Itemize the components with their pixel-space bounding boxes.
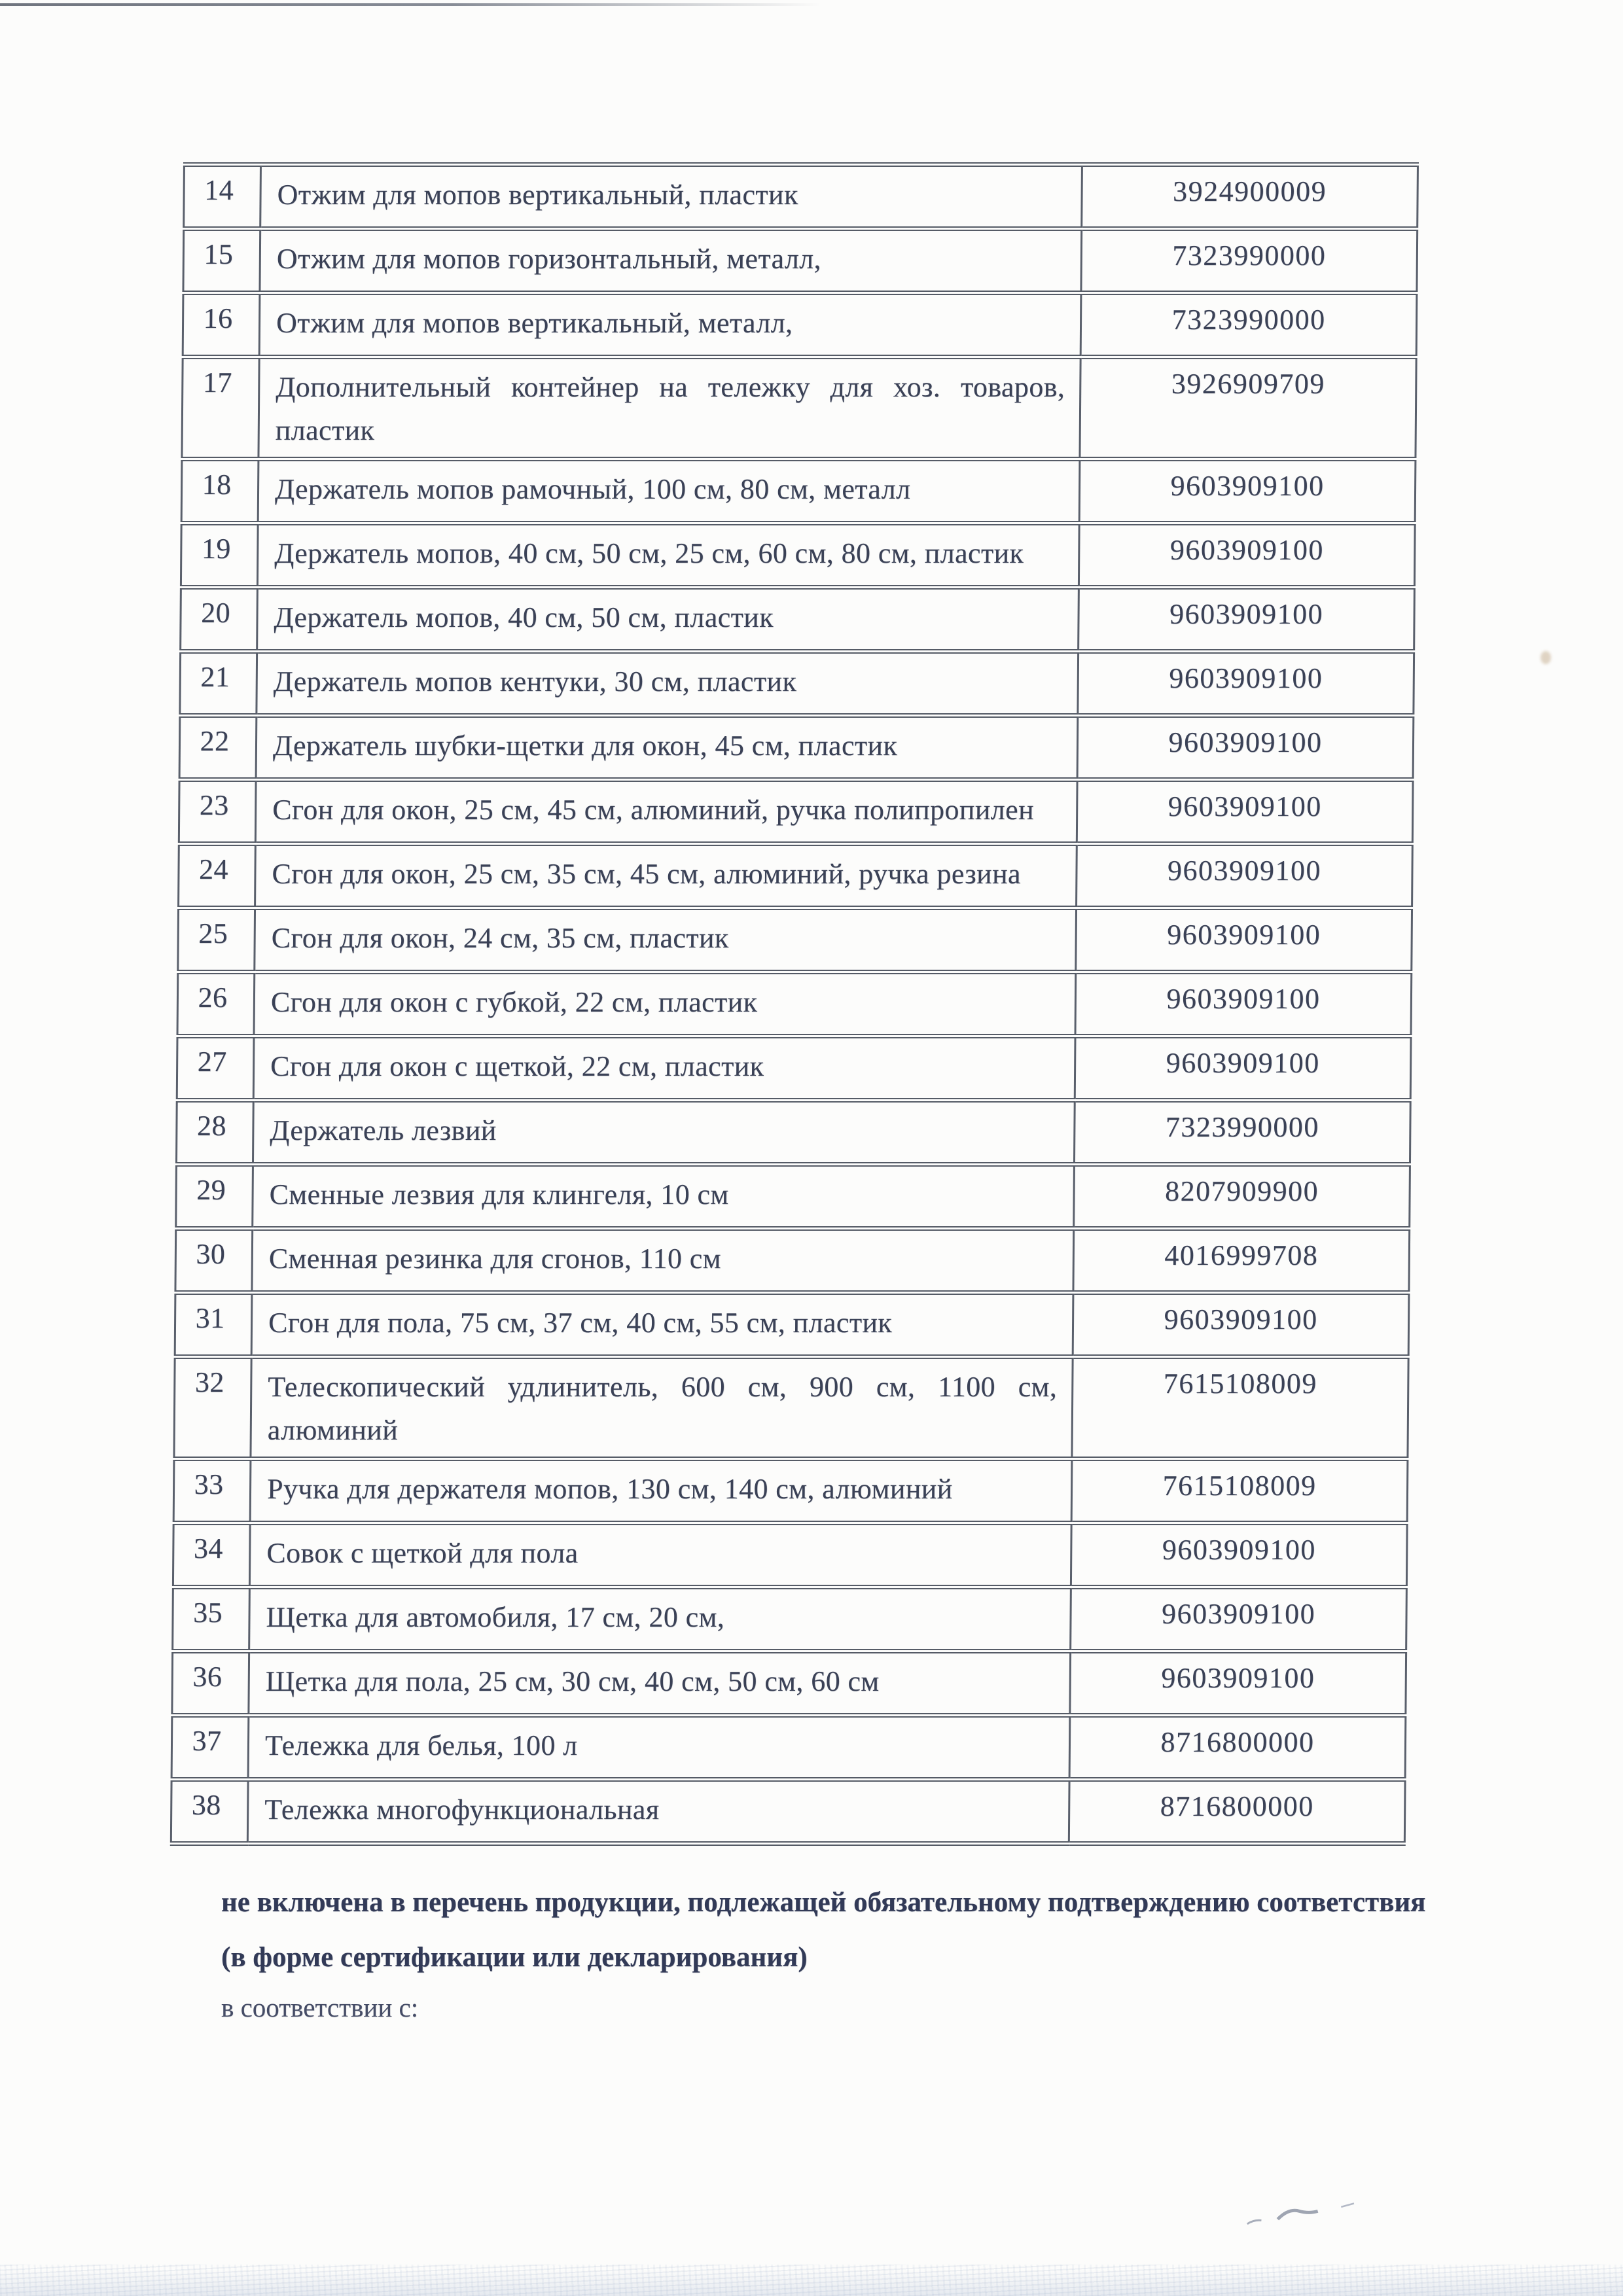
item-description-cell: Держатель мопов рамочный, 100 см, 80 см, металл: [258, 459, 1080, 523]
table-row: [182, 357, 1416, 459]
table-row: [175, 1229, 1410, 1293]
row-number-cell: 16: [183, 293, 260, 357]
row-number-cell: 33: [173, 1459, 251, 1523]
code-cell: 9603909100: [1079, 523, 1415, 588]
row-number-cell: 15: [183, 229, 260, 293]
table-row: [171, 1716, 1406, 1780]
table-row: [183, 229, 1418, 293]
row-number-cell: 20: [181, 588, 258, 652]
item-description-cell: Держатель мопов кентуки, 30 см, пластик: [257, 652, 1079, 716]
code-cell: 8716800000: [1069, 1780, 1405, 1844]
scan-speck: [1541, 651, 1551, 664]
footer-note: [221, 1875, 1468, 2023]
row-number-cell: 34: [173, 1523, 250, 1587]
row-number-cell: 14: [184, 165, 261, 229]
table-row: [173, 1523, 1407, 1587]
row-number-cell: 27: [177, 1036, 254, 1101]
item-description-cell: Держатель мопов, 40 см, 50 см, 25 см, 60 см, 80 см, пластик: [257, 523, 1079, 588]
table-row: [174, 1357, 1408, 1459]
code-cell: 9603909100: [1077, 844, 1413, 908]
code-cell: 9603909100: [1077, 716, 1414, 780]
item-description-cell: Держатель шубки-щетки для окон, 45 см, пластик: [256, 716, 1078, 780]
code-cell: 3926909709: [1080, 357, 1416, 459]
table-row: [173, 1587, 1407, 1651]
code-cell: 9603909100: [1073, 1293, 1409, 1357]
code-cell: 9603909100: [1070, 1651, 1406, 1716]
row-number-cell: 26: [177, 972, 255, 1036]
row-number-cell: 18: [181, 459, 259, 523]
code-cell: 9603909100: [1075, 972, 1412, 1036]
code-cell: 9603909100: [1071, 1523, 1407, 1587]
item-description-cell: Сгон для окон, 25 см, 45 см, алюминий, ручка полипропилен: [255, 780, 1077, 844]
table-row: [171, 1780, 1405, 1844]
row-number-cell: 23: [179, 780, 256, 844]
item-description-cell: Отжим для мопов вертикальный, металл,: [259, 293, 1081, 357]
table-row: [178, 908, 1412, 972]
table-row: [183, 293, 1417, 357]
code-cell: 8207909900: [1074, 1165, 1410, 1229]
code-cell: 9603909100: [1071, 1587, 1407, 1651]
row-number-cell: 19: [181, 523, 258, 588]
row-number-cell: 37: [171, 1716, 249, 1780]
row-number-cell: 25: [178, 908, 255, 972]
table-row: [181, 523, 1415, 588]
row-number-cell: 32: [174, 1357, 251, 1459]
scan-edge-line: [0, 3, 821, 6]
item-description-cell: Дополнительный контейнер на тележку для хоз. товаров, пластик: [259, 357, 1080, 459]
item-description-cell: Сгон для окон, 24 см, 35 см, пластик: [255, 908, 1077, 972]
row-number-cell: 35: [173, 1587, 250, 1651]
table-row: [180, 652, 1414, 716]
table-row: [179, 716, 1414, 780]
footer-bold-statement: не включена в перечень продукции, подлежащей обязательному подтверждению соответствия (в форме сертификации или декларирования): [221, 1887, 1426, 1973]
items-table-wrapper: [170, 162, 1419, 1846]
code-cell: 7615108009: [1071, 1459, 1408, 1523]
items-table: [170, 162, 1419, 1846]
item-description-cell: Отжим для мопов вертикальный, пластик: [260, 165, 1082, 229]
row-number-cell: 38: [171, 1780, 248, 1844]
code-cell: 7615108009: [1072, 1357, 1408, 1459]
item-description-cell: Ручка для держателя мопов, 130 см, 140 см, алюминий: [250, 1459, 1072, 1523]
table-row: [176, 1165, 1410, 1229]
pencil-mark: [1242, 2189, 1382, 2240]
row-number-cell: 22: [179, 716, 257, 780]
item-description-cell: Сгон для окон с щеткой, 22 см, пластик: [253, 1036, 1075, 1101]
item-description-cell: Держатель лезвий: [253, 1101, 1075, 1165]
item-description-cell: Сгон для окон с губкой, 22 см, пластик: [254, 972, 1076, 1036]
code-cell: 9603909100: [1077, 780, 1413, 844]
item-description-cell: Телескопический удлинитель, 600 см, 900 см, 1100 см, алюминий: [251, 1357, 1073, 1459]
code-cell: 3924900009: [1082, 165, 1418, 229]
table-row: [181, 459, 1416, 523]
item-description-cell: Сменная резинка для сгонов, 110 см: [252, 1229, 1074, 1293]
code-cell: 7323990000: [1074, 1101, 1410, 1165]
row-number-cell: 28: [176, 1101, 253, 1165]
table-row: [177, 972, 1412, 1036]
table-row: [179, 780, 1413, 844]
item-description-cell: Тележка многофункциональная: [247, 1780, 1069, 1844]
code-cell: 7323990000: [1081, 229, 1418, 293]
footer-regular-line: в соответствии с:: [221, 1992, 419, 2022]
item-description-cell: Отжим для мопов горизонтальный, металл,: [260, 229, 1082, 293]
row-number-cell: 24: [179, 844, 256, 908]
code-cell: 7323990000: [1080, 293, 1417, 357]
table-row: [176, 1101, 1410, 1165]
code-cell: 9603909100: [1075, 1036, 1411, 1101]
code-cell: 9603909100: [1079, 588, 1415, 652]
table-row: [179, 844, 1413, 908]
code-cell: 9603909100: [1076, 908, 1412, 972]
item-description-cell: Сгон для пола, 75 см, 37 см, 40 см, 55 см, пластик: [251, 1293, 1073, 1357]
item-description-cell: Тележка для белья, 100 л: [248, 1716, 1070, 1780]
item-description-cell: Сгон для окон, 25 см, 35 см, 45 см, алюминий, ручка резина: [255, 844, 1077, 908]
item-description-cell: Щетка для пола, 25 см, 30 см, 40 см, 50 см, 60 см: [249, 1651, 1071, 1716]
item-description-cell: Щетка для автомобиля, 17 см, 20 см,: [249, 1587, 1071, 1651]
row-number-cell: 17: [182, 357, 259, 459]
item-description-cell: Держатель мопов, 40 см, 50 см, пластик: [257, 588, 1079, 652]
table-row: [177, 1036, 1411, 1101]
item-description-cell: Сменные лезвия для клингеля, 10 см: [253, 1165, 1075, 1229]
table-row: [181, 588, 1415, 652]
code-cell: 8716800000: [1069, 1716, 1406, 1780]
table-row: [173, 1459, 1408, 1523]
code-cell: 9603909100: [1078, 652, 1414, 716]
row-number-cell: 30: [175, 1229, 253, 1293]
table-row: [172, 1651, 1406, 1716]
table-row: [175, 1293, 1409, 1357]
row-number-cell: 21: [180, 652, 257, 716]
table-row: [184, 165, 1418, 229]
row-number-cell: 31: [175, 1293, 252, 1357]
item-description-cell: Совок с щеткой для пола: [249, 1523, 1071, 1587]
code-cell: 9603909100: [1079, 459, 1416, 523]
row-number-cell: 29: [176, 1165, 253, 1229]
row-number-cell: 36: [172, 1651, 249, 1716]
scan-bottom-noise: [0, 2265, 1623, 2296]
code-cell: 4016999708: [1073, 1229, 1410, 1293]
